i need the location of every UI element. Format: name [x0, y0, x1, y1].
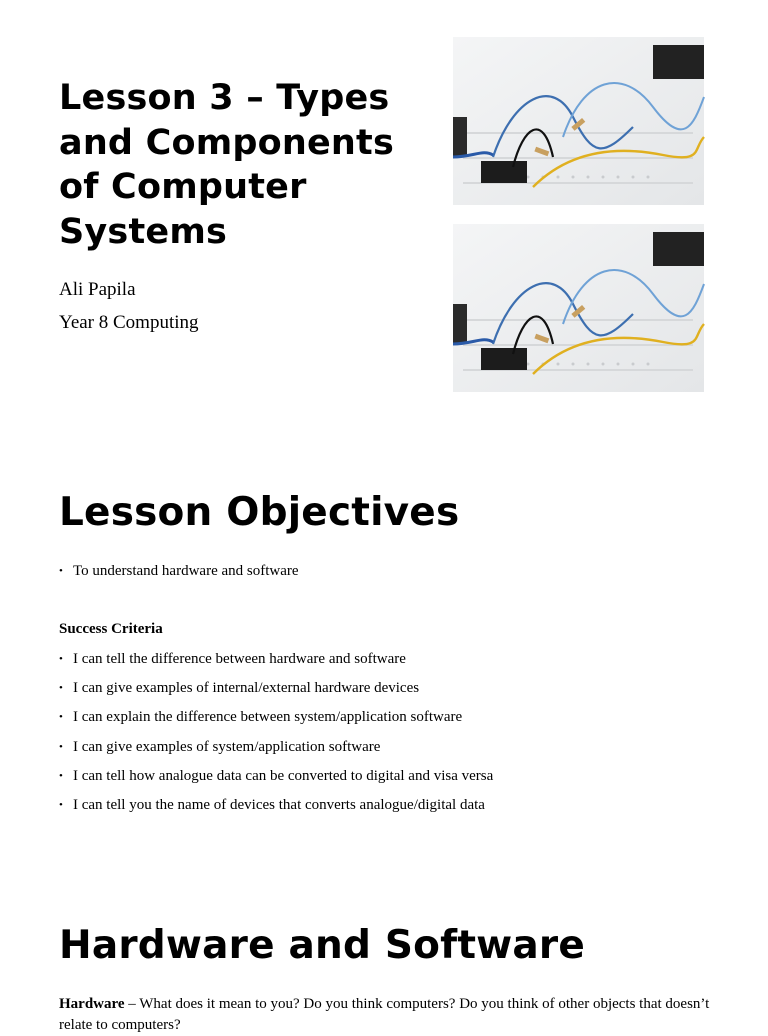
criterion-text: I can tell the difference between hardware and software	[73, 651, 406, 667]
hardware-term: Hardware	[59, 996, 125, 1012]
hardware-paragraph	[59, 994, 719, 1036]
list-item	[59, 650, 493, 668]
hardware-question-text: – What does it mean to you? Do you think computers? Do you think of other objects that doesn’t relate to computers?	[59, 996, 710, 1033]
bullet-icon: •	[59, 798, 63, 811]
circuit-breadboard-photo	[453, 37, 704, 205]
objectives-list	[59, 562, 299, 580]
list-item	[59, 767, 493, 785]
course-name: Year 8 Computing	[59, 312, 199, 333]
list-item	[59, 738, 493, 756]
bullet-icon: •	[59, 711, 63, 724]
criterion-text: I can give examples of system/application software	[73, 738, 381, 755]
list-item	[59, 562, 299, 580]
author-name: Ali Papila	[59, 279, 136, 300]
bullet-icon: •	[59, 769, 63, 782]
circuit-breadboard-photo	[453, 224, 704, 392]
criterion-text: I can explain the difference between system/application software	[73, 709, 463, 726]
criterion-text: I can give examples of internal/external hardware devices	[73, 680, 420, 697]
criterion-text: I can tell you the name of devices that converts analogue/digital data	[73, 796, 485, 813]
hardware-software-heading: Hardware and Software	[59, 923, 586, 968]
criterion-text: I can tell how analogue data can be converted to digital and visa versa	[73, 767, 494, 784]
list-item	[59, 679, 493, 697]
bullet-icon: •	[59, 740, 63, 753]
lesson-title: Lesson 3 – Types and Components of Computer Systems	[59, 78, 395, 252]
bullet-icon: •	[59, 653, 63, 665]
objectives-heading: Lesson Objectives	[59, 490, 460, 535]
success-criteria-list	[59, 650, 493, 825]
list-item	[59, 796, 493, 814]
list-item	[59, 708, 493, 726]
objective-text: To understand hardware and software	[73, 563, 299, 579]
bullet-icon: •	[59, 682, 63, 695]
bullet-icon: •	[59, 565, 63, 577]
success-criteria-label: Success Criteria	[59, 621, 163, 637]
